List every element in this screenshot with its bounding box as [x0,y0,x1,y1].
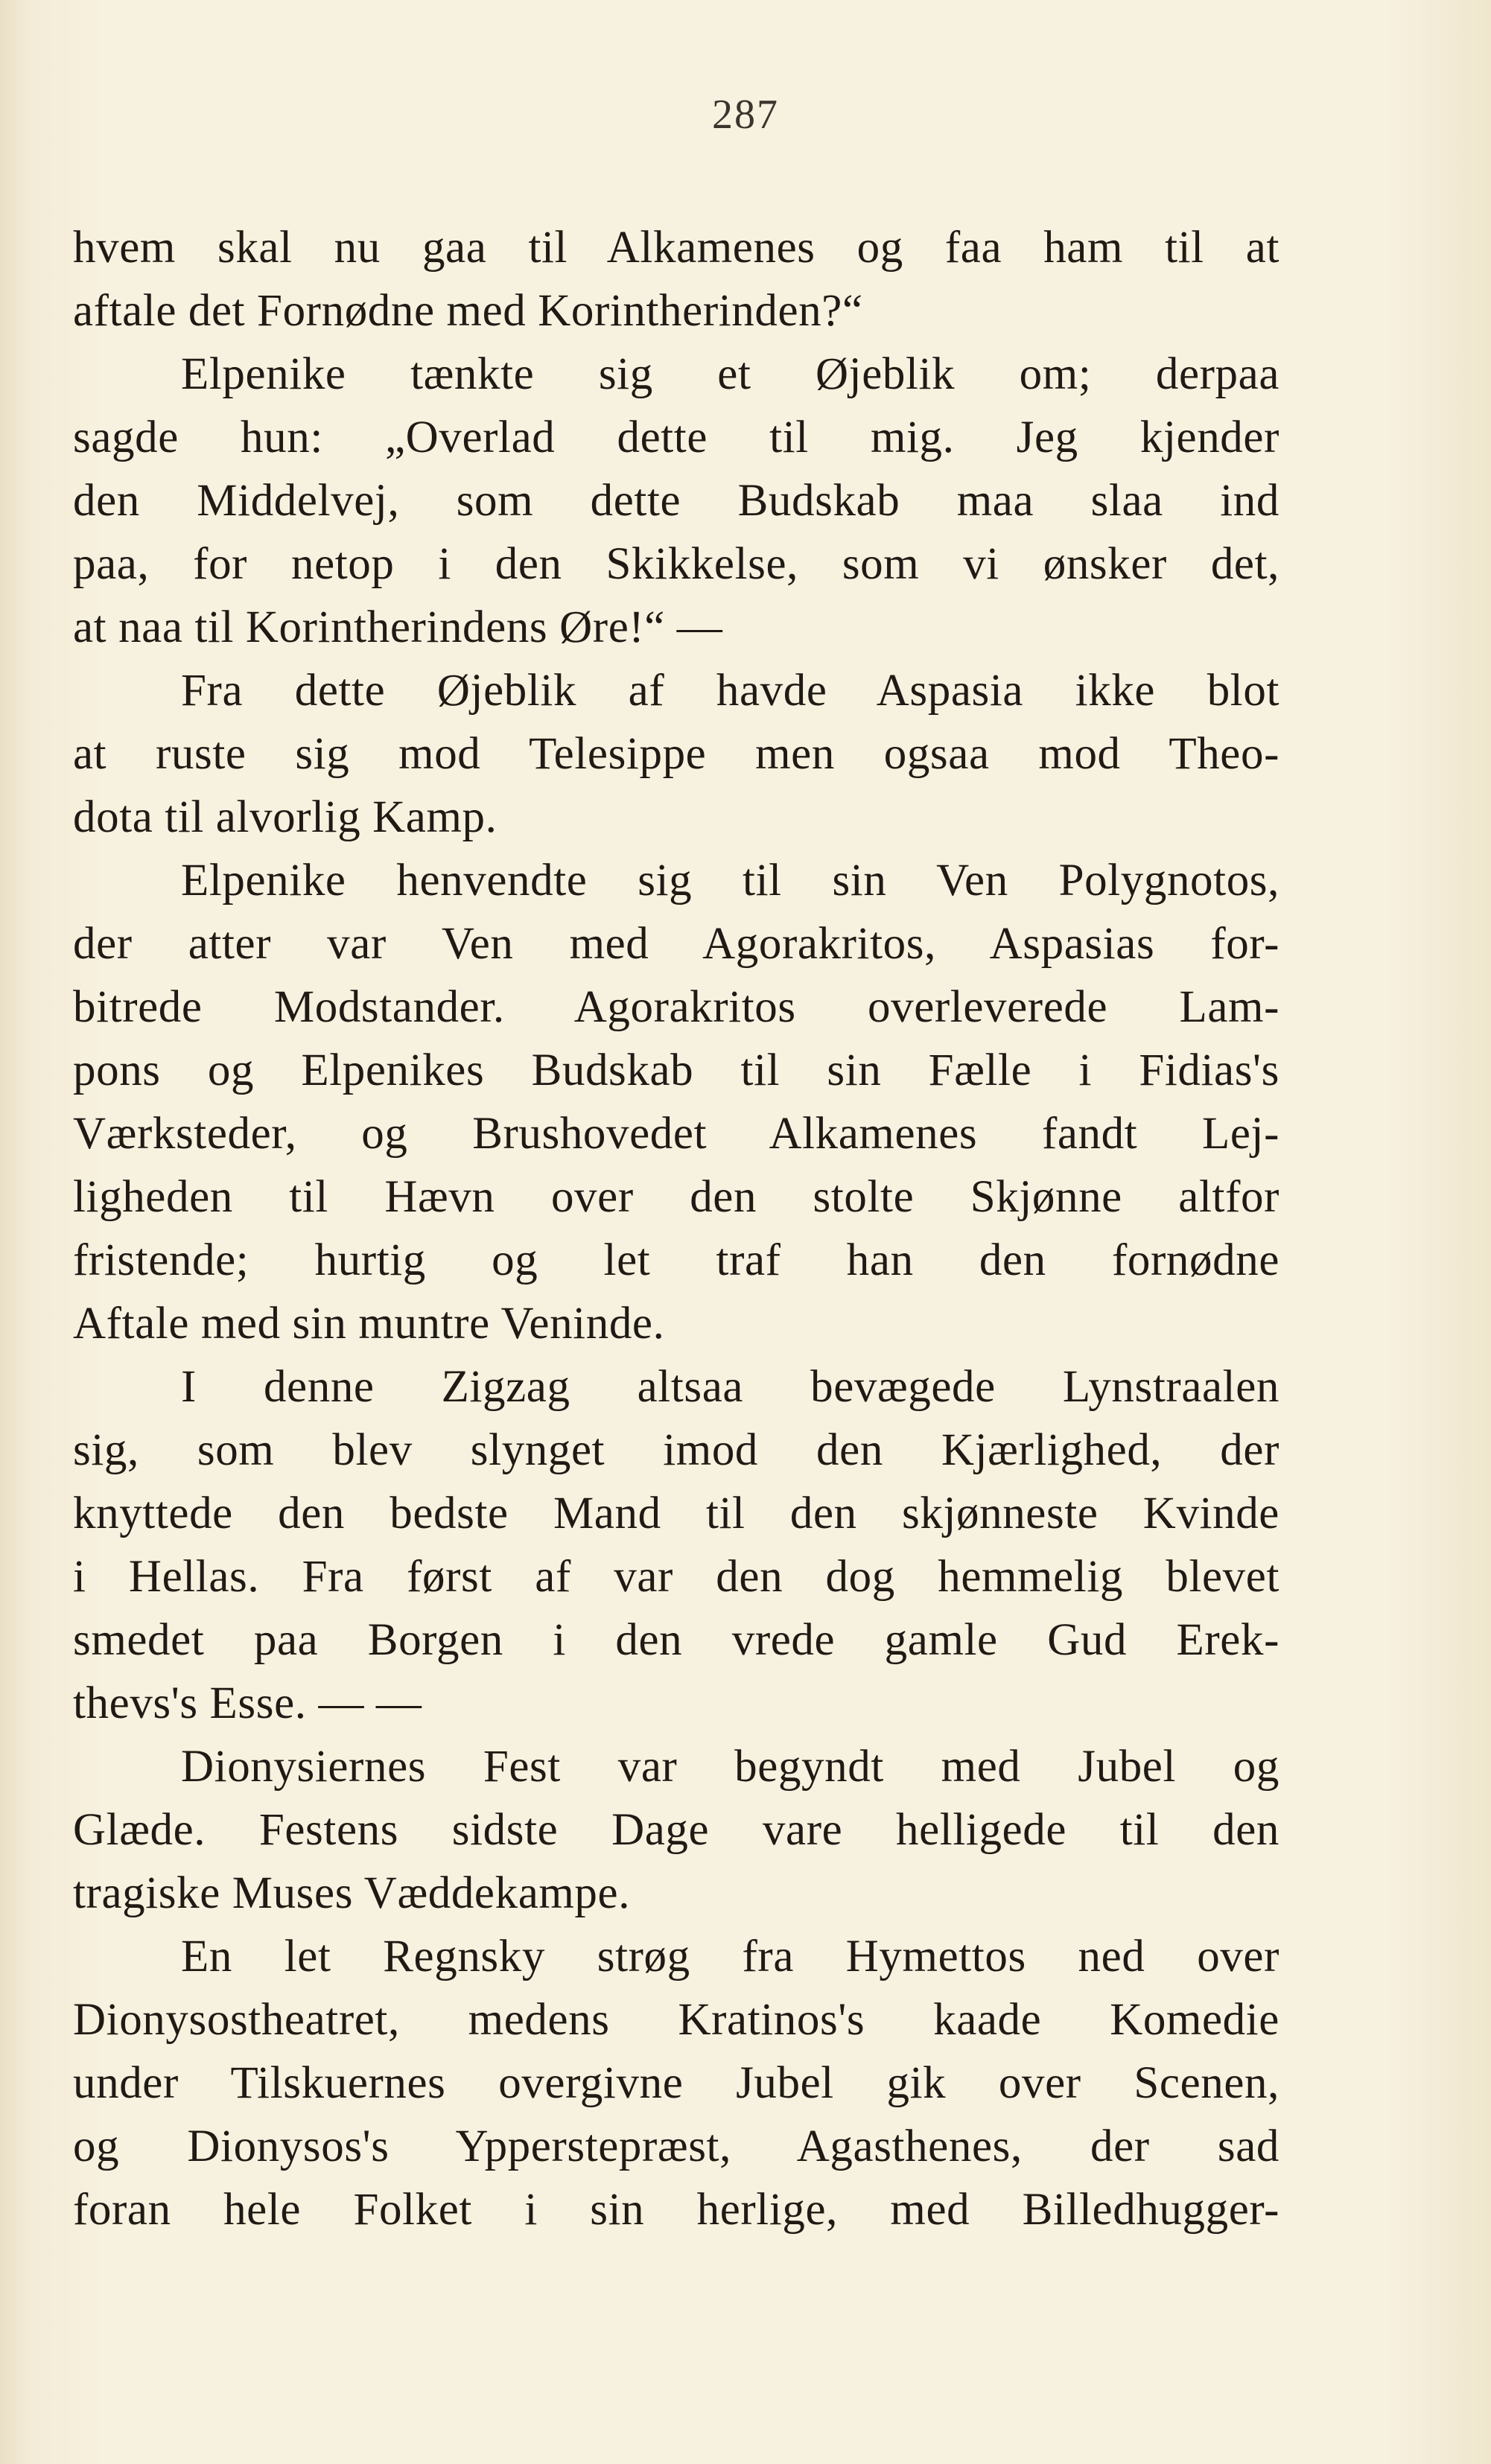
page-number: 287 [712,92,779,138]
text-line: og Dionysos's Ypperstepræst, Agasthenes, der sad [73,2121,1279,2171]
text-line: at naa til Korintherindens Øre!“ — [73,602,723,652]
text-line: sagde hun: „Overlad dette til mig. Jeg kjender [73,413,1279,462]
text-line: bitrede Modstander. Agorakritos overleverede Lam- [73,982,1279,1032]
text-line: pons og Elpenikes Budskab til sin Fælle i Fidias's [73,1045,1279,1095]
text-line: Værksteder, og Brushovedet Alkamenes fandt Lej- [73,1109,1279,1159]
text-line: En let Regnsky strøg fra Hymettos ned over [181,1932,1279,1981]
text-line: Glæde. Festens sidste Dage vare helligede til den [73,1805,1279,1855]
text-line: i Hellas. Fra først af var den dog hemmelig blevet [73,1552,1279,1602]
text-line: tragiske Muses Væddekampe. [73,1868,631,1918]
text-line: at ruste sig mod Telesippe men ogsaa mod Theo- [73,729,1279,779]
text-line: den Middelvej, som dette Budskab maa slaa ind [73,476,1279,526]
text-line: paa, for netop i den Skikkelse, som vi ønsker det, [73,539,1279,589]
text-line: Dionysostheatret, medens Kratinos's kaade Komedie [73,1995,1279,2045]
text-line: dota til alvorlig Kamp. [73,792,497,842]
text-line: Fra dette Øjeblik af havde Aspasia ikke blot [181,666,1279,716]
text-line: I denne Zigzag altsaa bevægede Lynstraalen [181,1362,1279,1412]
text-line: Elpenike henvendte sig til sin Ven Polygnotos, [181,856,1279,905]
text-line: foran hele Folket i sin herlige, med Billedhugger- [73,2185,1279,2235]
text-line: ligheden til Hævn over den stolte Skjønne altfor [73,1172,1279,1222]
text-line: Dionysiernes Fest var begyndt med Jubel og [181,1742,1279,1792]
text-line: der atter var Ven med Agorakritos, Aspasias for- [73,919,1279,969]
text-line: sig, som blev slynget imod den Kjærlighed, der [73,1425,1279,1475]
text-line: Aftale med sin muntre Veninde. [73,1299,665,1349]
text-line: under Tilskuernes overgivne Jubel gik over Scenen, [73,2058,1279,2108]
text-line: knyttede den bedste Mand til den skjønneste Kvinde [73,1489,1279,1538]
text-line: Elpenike tænkte sig et Øjeblik om; derpaa [181,349,1279,399]
text-line: thevs's Esse. — — [73,1678,422,1728]
text-line: hvem skal nu gaa til Alkamenes og faa ham til at [73,223,1279,273]
text-line: aftale det Fornødne med Korintherinden?“ [73,286,863,336]
text-line: smedet paa Borgen i den vrede gamle Gud Erek- [73,1615,1279,1665]
text-line: fristende; hurtig og let traf han den fornødne [73,1235,1279,1285]
